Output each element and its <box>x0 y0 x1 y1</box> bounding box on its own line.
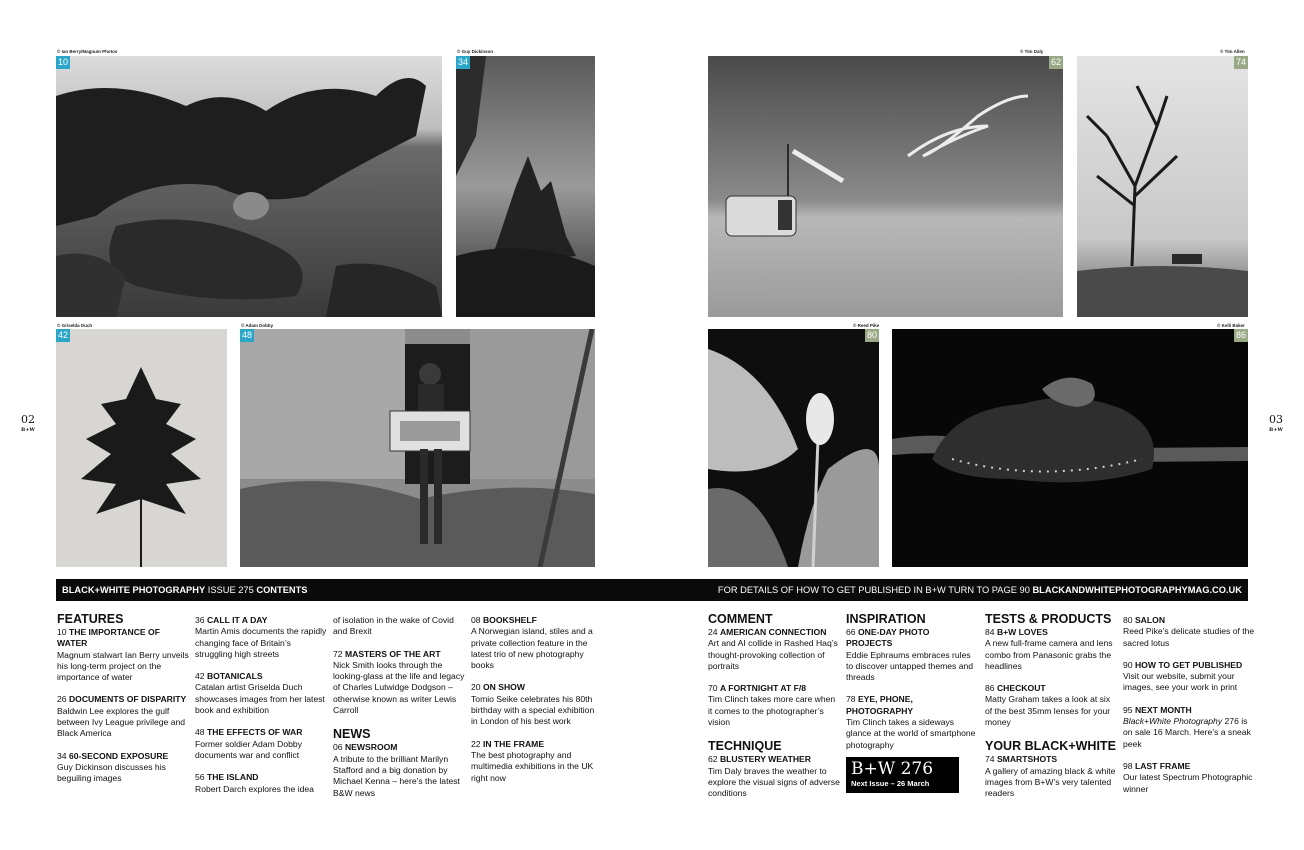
photo-snake[interactable] <box>892 329 1248 567</box>
toc-item[interactable]: 08 BOOKSHELF A Norwegian island, stiles and a private collection feature in the latest trio of new photography books <box>471 615 593 671</box>
photo-credit: © Tim Daly <box>1020 49 1044 54</box>
photo-misty-tree-image <box>1077 56 1248 317</box>
page-tag: 80 <box>866 330 877 340</box>
toc-item[interactable]: 90 HOW TO GET PUBLISHED Visit our website, submit your images, see your work in print <box>1123 659 1243 693</box>
toc-item[interactable]: 26 DOCUMENTS OF DISPARITY Baldwin Lee explores the gulf between Ivy League privilege and Black America <box>57 694 187 739</box>
page-tag: 74 <box>1235 57 1246 67</box>
section-heading-tests: TESTS & PRODUCTS <box>985 612 1112 626</box>
toc-item[interactable]: 22 IN THE FRAME The best photography and multimedia exhibitions in the UK right now <box>471 738 594 783</box>
photo-misty-tree[interactable] <box>1077 56 1248 317</box>
toc-column-4 <box>471 615 603 795</box>
photo-credit: © Ian Berry/Magnum Photos <box>57 49 118 54</box>
page-tag: 42 <box>57 330 68 340</box>
bar-left <box>62 579 308 601</box>
folio-brand: B+W <box>1268 427 1284 433</box>
toc-item[interactable]: 56 THE ISLAND Robert Darch explores the idea <box>195 772 314 794</box>
section-heading-comment: COMMENT <box>708 612 773 626</box>
toc-item[interactable]: 84 B+W LOVES A new full-frame camera and lens combo from Panasonic grabs the headlines <box>985 627 1113 671</box>
photo-rock-landscape[interactable] <box>456 56 595 317</box>
toc-column-1 <box>57 612 189 796</box>
section-heading-your-bw: YOUR BLACK+WHITE <box>985 739 1116 754</box>
photo-caravan-beach-image <box>708 56 1063 317</box>
photo-credit: © Tim Allen <box>1220 49 1245 54</box>
toc-item[interactable]: 86 CHECKOUT Matty Graham takes a look at six of the best 35mm lenses for your money <box>985 683 1111 728</box>
toc-item-continued[interactable]: of isolation in the wake of Covid and Brexit <box>333 615 454 637</box>
photo-mud-soldiers-image <box>56 56 442 317</box>
toc-item[interactable]: 24 AMERICAN CONNECTION Art and AI collide in Rashed Haq’s thought-provoking collection of portraits <box>708 627 838 671</box>
next-issue-date: Next Issue – 26 March <box>851 778 930 788</box>
section-heading-inspiration: INSPIRATION <box>846 612 926 626</box>
bar-right <box>718 579 1242 601</box>
photo-mud-soldiers[interactable] <box>56 56 442 317</box>
magazine-name: BLACK+WHITE PHOTOGRAPHY <box>62 585 206 595</box>
toc-column-3 <box>333 615 465 810</box>
photo-snake-image <box>892 329 1248 567</box>
photo-girl-ruins[interactable] <box>240 329 595 567</box>
folio-brand: B+W <box>20 427 36 433</box>
toc-item[interactable]: 62 BLUSTERY WEATHER Tim Daly braves the weather to explore the visual signs of adverse conditions <box>708 754 840 799</box>
contents-bar <box>56 579 1248 601</box>
toc-column-8 <box>1123 615 1255 806</box>
toc-item[interactable]: 42 BOTANICALS Catalan artist Griselda Duch showcases images from her latest book and exhibition <box>195 671 325 716</box>
toc-item[interactable]: 78 EYE, PHONE, PHOTOGRAPHY Tim Clinch takes a sideways glance at the world of smartphone photography <box>846 694 976 750</box>
toc-item[interactable]: 66 ONE-DAY PHOTO PROJECTS Eddie Ephraums embraces rules to discover untapped themes and threads <box>846 627 974 683</box>
toc-column-7 <box>985 612 1117 811</box>
photo-rock-landscape-image <box>456 56 595 317</box>
page-number-left <box>18 414 38 434</box>
page-tag: 48 <box>241 330 252 340</box>
toc-column-6 <box>846 612 978 793</box>
toc-column-5 <box>708 612 840 811</box>
issue-number: ISSUE 275 <box>207 585 254 595</box>
page-tag: 10 <box>57 57 68 67</box>
folio-number: 02 <box>21 413 35 426</box>
folio-number: 03 <box>1269 413 1283 426</box>
toc-item[interactable]: 36 CALL IT A DAY Martin Amis documents the rapidly changing face of Britain’s struggling high streets <box>195 615 327 659</box>
photo-girl-ruins-image <box>240 329 595 567</box>
toc-item[interactable]: 20 ON SHOW Tomio Seike celebrates his 80th birthday with a special exhibition in London of his best work <box>471 682 595 727</box>
page-tag: 86 <box>1235 330 1246 340</box>
section-heading-technique: TECHNIQUE <box>708 739 782 754</box>
photo-credit: © Adam Dobby <box>241 323 274 328</box>
publish-info: FOR DETAILS OF HOW TO GET PUBLISHED IN B+W TURN TO PAGE 90 <box>717 585 1030 595</box>
photo-credit: © Kelli Baker <box>1217 323 1245 328</box>
toc-item[interactable]: 34 60-SECOND EXPOSURE Guy Dickinson discusses his beguiling images <box>57 750 169 784</box>
toc-item[interactable]: 10 THE IMPORTANCE OF WATER Magnum stalwart Ian Berry unveils his long-term project on the importance of water <box>57 627 189 683</box>
photo-caravan-beach[interactable] <box>708 56 1063 317</box>
toc-item[interactable]: 06 NEWSROOM A tribute to the brilliant Marilyn Stafford and a big donation by Michael Kenna – here’s the latest B&W news <box>333 742 460 798</box>
photo-credit: © Griselda Duch <box>57 323 93 328</box>
toc-item[interactable]: 74 SMARTSHOTS A gallery of amazing black & white images from B+W’s very talented readers <box>985 754 1116 799</box>
photo-botanical-leaf[interactable] <box>56 329 227 567</box>
toc-item[interactable]: 80 SALON Reed Pike’s delicate studies of the sacred lotus <box>1123 615 1255 648</box>
website-link[interactable]: BLACKANDWHITEPHOTOGRAPHYMAG.CO.UK <box>1032 585 1242 595</box>
toc-item[interactable]: 98 LAST FRAME Our latest Spectrum Photographic winner <box>1123 760 1253 794</box>
toc-item[interactable]: 48 THE EFFECTS OF WAR Former soldier Adam Dobby documents war and conflict <box>195 727 303 760</box>
photo-credit: © Guy Dickinson <box>457 49 494 54</box>
contents-label: CONTENTS <box>256 585 308 595</box>
photo-lotus[interactable] <box>708 329 879 567</box>
toc-item[interactable]: 95 NEXT MONTH Black+White Photography 276 is on sale 16 March. Here’s a sneak peek <box>1123 704 1251 749</box>
page-number-right <box>1266 414 1286 434</box>
photo-lotus-image <box>708 329 879 567</box>
photo-botanical-leaf-image <box>56 329 227 567</box>
next-issue-badge[interactable] <box>846 757 959 793</box>
toc-item[interactable]: 72 MASTERS OF THE ART Nick Smith looks through the looking-glass at the life and legacy of Charles Lutwidge Dodgson – otherwise known as writer Lewis Carroll <box>333 648 465 716</box>
section-heading-news: NEWS <box>333 727 371 742</box>
toc-column-2 <box>195 615 327 806</box>
photo-credit: © Reed Pike <box>853 323 880 328</box>
page-tag: 62 <box>1050 57 1061 67</box>
next-issue-title: B+W 276 <box>851 758 934 779</box>
toc-item[interactable]: 70 A FORTNIGHT AT F/8 Tim Clinch takes more care when it comes to the photographer’s vision <box>708 683 836 728</box>
page-tag: 34 <box>457 57 468 67</box>
section-heading-features: FEATURES <box>57 612 124 626</box>
